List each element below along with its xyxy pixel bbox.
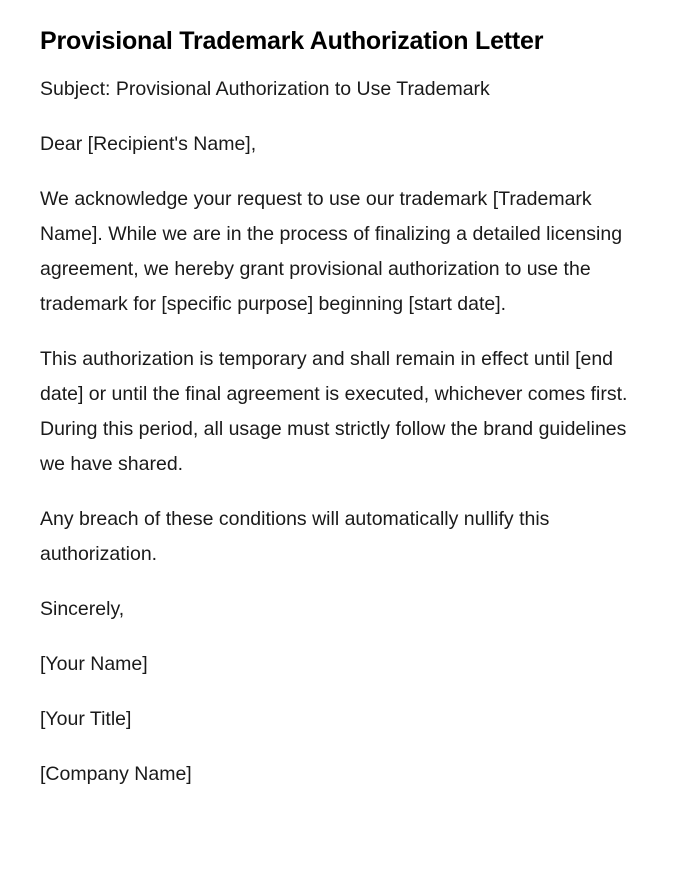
subject-line: Subject: Provisional Authorization to Use Trademark	[40, 78, 490, 100]
salutation: Dear [Recipient's Name],	[40, 133, 257, 155]
closing: Sincerely,	[40, 598, 125, 620]
signature-name: [Your Name]	[40, 653, 148, 675]
body-paragraph-terms: This authorization is temporary and shall remain in effect until [end date] or until the final agreement is executed, whichever comes first. During this period, all usage must strictly follow the brand guidelines we have shared.	[40, 348, 628, 475]
letter	[40, 24, 640, 812]
body-paragraph-request: We acknowledge your request to use our trademark [Trademark Name]. While we are in the process of finalizing a detailed licensing agreement, we hereby grant provisional authorization to use the trademark for [specific purpose] beginning [start date].	[40, 188, 623, 315]
signature-title: [Your Title]	[40, 708, 132, 730]
letter-title: Provisional Trademark Authorization Letter	[40, 27, 544, 55]
body-paragraph-breach: Any breach of these conditions will automatically nullify this authorization.	[40, 508, 550, 565]
signature-company: [Company Name]	[40, 763, 192, 785]
